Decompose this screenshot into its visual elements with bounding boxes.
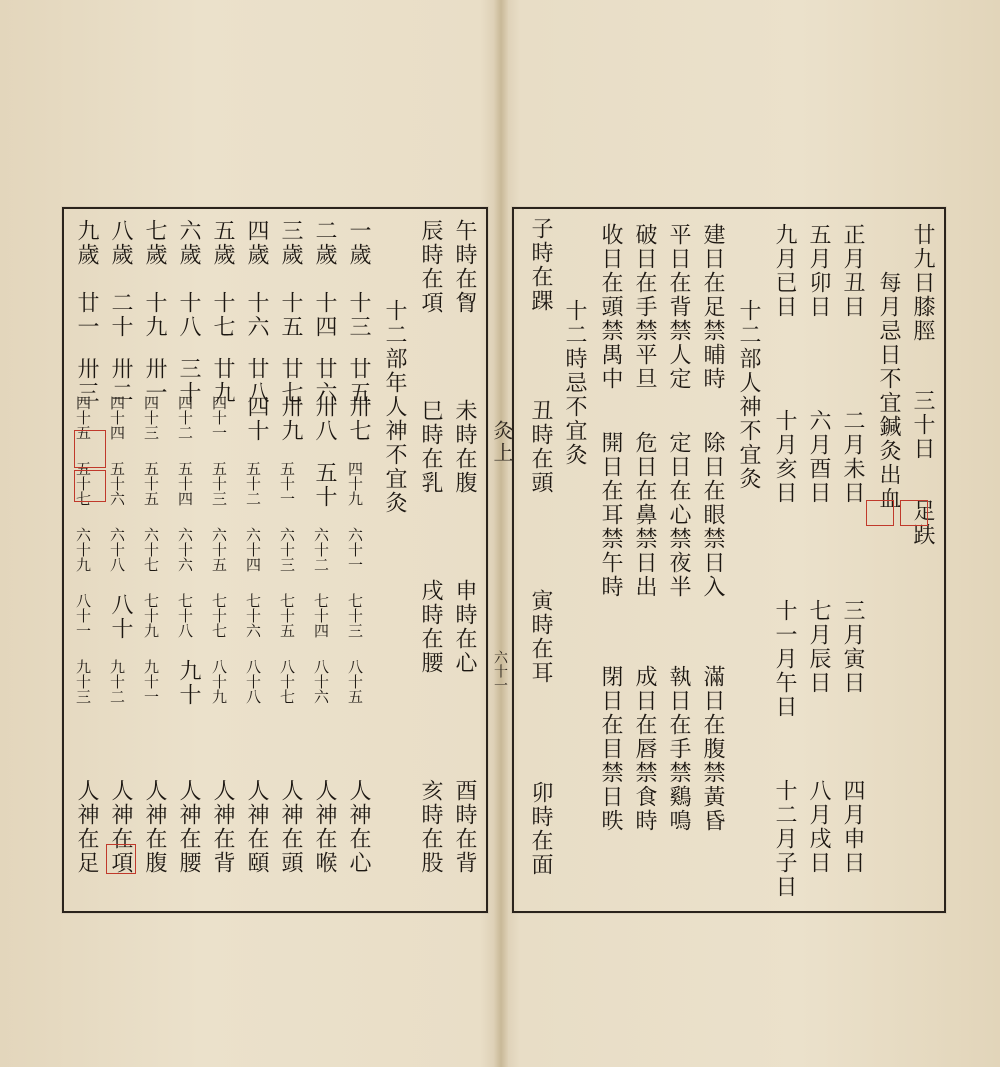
age-number: 七十五	[278, 593, 296, 638]
age-number: 七十九	[142, 593, 160, 638]
age-label: 七歲	[142, 219, 167, 267]
age-number: 四十二	[176, 395, 194, 440]
age-number: 七十六	[244, 593, 262, 638]
day-row-1-b: 除日在眼禁日入	[700, 431, 725, 599]
age-number: 卅七	[346, 395, 371, 443]
age-number: 七十四	[312, 593, 330, 638]
age-number: 八十八	[244, 659, 262, 704]
right-col-1b: 三十日	[910, 389, 935, 461]
day-row-4-a: 收日在頭禁禺中	[598, 223, 623, 391]
age-number: 六十七	[142, 527, 160, 572]
age-number: 六十四	[244, 527, 262, 572]
fold-chapter-title: 灸上	[490, 420, 514, 464]
day-row-4-b: 開日在耳禁午時	[598, 431, 623, 599]
age-number: 卅三	[74, 357, 99, 405]
age-number: 廿七	[278, 357, 303, 405]
age-number: 廿八	[244, 357, 269, 405]
hour-si: 巳時在乳	[418, 399, 443, 495]
month-row-1-b: 二月未日	[840, 409, 865, 505]
age-number: 四十四	[108, 395, 126, 440]
age-number: 五十二	[244, 461, 262, 506]
spirit-location: 人神在足	[74, 779, 99, 875]
age-number: 七十三	[346, 593, 364, 638]
day-row-3-b: 危日在鼻禁日出	[632, 431, 657, 599]
age-number: 四十	[244, 395, 269, 443]
hour-chen: 辰時在項	[418, 219, 443, 315]
hour-zi: 子時在踝	[528, 217, 553, 313]
age-number: 廿九	[210, 357, 235, 405]
day-row-1-c: 滿日在腹禁黃昏	[700, 665, 725, 833]
month-row-2-b: 六月酉日	[806, 409, 831, 505]
month-row-2-c: 七月辰日	[806, 599, 831, 695]
age-number: 五十七	[74, 461, 92, 506]
month-row-1-d: 四月申日	[840, 779, 865, 875]
age-number: 二十	[108, 291, 133, 339]
age-label: 三歲	[278, 219, 303, 267]
age-number: 六十三	[278, 527, 296, 572]
age-number: 九十一	[142, 659, 160, 704]
spirit-location: 人神在頭	[278, 779, 303, 875]
month-row-1-c: 三月寅日	[840, 599, 865, 695]
age-number: 五十六	[108, 461, 126, 506]
twelve-parts-heading: 十二部人神不宜灸	[736, 299, 761, 491]
day-row-4-c: 閉日在目禁日昳	[598, 665, 623, 833]
age-number: 四十三	[142, 395, 160, 440]
month-row-3-a: 九月已日	[772, 223, 797, 319]
age-number: 十四	[312, 291, 337, 339]
age-number: 卅八	[312, 395, 337, 443]
twelve-hours-heading: 十二時忌不宜灸	[562, 299, 587, 467]
red-mark-45	[74, 430, 106, 468]
left-page-frame	[62, 207, 488, 913]
twelve-year-heading: 十二部年人神不宜灸	[382, 299, 407, 515]
age-number: 九十	[176, 659, 201, 707]
age-number: 八十六	[312, 659, 330, 704]
hour-chou: 丑時在頭	[528, 399, 553, 495]
hour-hai: 亥時在股	[418, 779, 443, 875]
age-number: 廿五	[346, 357, 371, 405]
age-number: 十五	[278, 291, 303, 339]
age-number: 九十三	[74, 659, 92, 704]
right-col-1c: 足趺	[910, 499, 935, 547]
spirit-location: 人神在頤	[244, 779, 269, 875]
hour-you: 酉時在背	[452, 779, 477, 875]
hour-yin: 寅時在耳	[528, 589, 553, 685]
spirit-location: 人神在心	[346, 779, 371, 875]
age-number: 七十七	[210, 593, 228, 638]
age-number: 八十九	[210, 659, 228, 704]
age-number: 廿六	[312, 357, 337, 405]
book-gutter	[494, 0, 508, 1067]
age-number: 六十九	[74, 527, 92, 572]
age-number: 四十五	[74, 395, 92, 440]
day-row-2-b: 定日在心禁夜半	[666, 431, 691, 599]
red-mark-zhen	[866, 500, 894, 526]
right-col-1a: 廿九日膝脛	[910, 223, 935, 343]
month-row-2-a: 五月卯日	[806, 223, 831, 319]
age-number: 五十三	[210, 461, 228, 506]
age-number: 六十五	[210, 527, 228, 572]
month-row-3-b: 十月亥日	[772, 409, 797, 505]
spirit-location: 人神在項	[108, 779, 133, 875]
month-row-3-c: 十一月午日	[772, 599, 797, 719]
age-number: 廿一	[74, 291, 99, 339]
month-row-3-d: 十二月子日	[772, 779, 797, 899]
spirit-location: 人神在腰	[176, 779, 201, 875]
age-number: 卅二	[108, 357, 133, 405]
red-mark-fu	[900, 500, 928, 526]
age-number: 十九	[142, 291, 167, 339]
red-mark-xiang	[106, 844, 136, 874]
age-label: 二歲	[312, 219, 337, 267]
age-number: 十八	[176, 291, 201, 339]
age-number: 六十六	[176, 527, 194, 572]
month-row-2-d: 八月戌日	[806, 779, 831, 875]
age-number: 卅九	[278, 395, 303, 443]
age-number: 八十	[108, 593, 133, 641]
right-col-2-heading: 每月忌日不宜鍼灸出血	[876, 271, 901, 511]
age-number: 五十一	[278, 461, 296, 506]
hour-xu: 戌時在腰	[418, 579, 443, 675]
age-number: 四十九	[346, 461, 364, 506]
hour-wu: 午時在胷	[452, 219, 477, 315]
age-number: 十七	[210, 291, 235, 339]
red-mark-57	[74, 470, 106, 502]
hour-shen: 申時在心	[452, 579, 477, 675]
age-number: 九十二	[108, 659, 126, 704]
age-number: 八十五	[346, 659, 364, 704]
age-number: 六十八	[108, 527, 126, 572]
age-label: 六歲	[176, 219, 201, 267]
age-number: 卅一	[142, 357, 167, 405]
age-label: 九歲	[74, 219, 99, 267]
day-row-3-a: 破日在手禁平旦	[632, 223, 657, 391]
age-number: 六十二	[312, 527, 330, 572]
age-number: 三十	[176, 357, 201, 405]
age-number: 六十一	[346, 527, 364, 572]
month-row-1-a: 正月丑日	[840, 223, 865, 319]
spirit-location: 人神在背	[210, 779, 235, 875]
spirit-location: 人神在腹	[142, 779, 167, 875]
age-number: 七十八	[176, 593, 194, 638]
age-label: 四歲	[244, 219, 269, 267]
age-number: 五十五	[142, 461, 160, 506]
age-number: 十六	[244, 291, 269, 339]
age-label: 八歲	[108, 219, 133, 267]
right-page-frame	[512, 207, 946, 913]
age-number: 五十	[312, 461, 337, 509]
age-number: 八十一	[74, 593, 92, 638]
day-row-2-c: 執日在手禁鷄鳴	[666, 665, 691, 833]
age-number: 五十四	[176, 461, 194, 506]
hour-mao: 卯時在面	[528, 781, 553, 877]
age-number: 四十一	[210, 395, 228, 440]
spirit-location: 人神在喉	[312, 779, 337, 875]
hour-wei: 未時在腹	[452, 399, 477, 495]
age-label: 一歲	[346, 219, 371, 267]
day-row-1-a: 建日在足禁晡時	[700, 223, 725, 391]
age-number: 八十七	[278, 659, 296, 704]
age-label: 五歲	[210, 219, 235, 267]
fold-page-number: 六十一	[492, 650, 508, 692]
day-row-2-a: 平日在背禁人定	[666, 223, 691, 391]
day-row-3-c: 成日在唇禁食時	[632, 665, 657, 833]
age-number: 十三	[346, 291, 371, 339]
